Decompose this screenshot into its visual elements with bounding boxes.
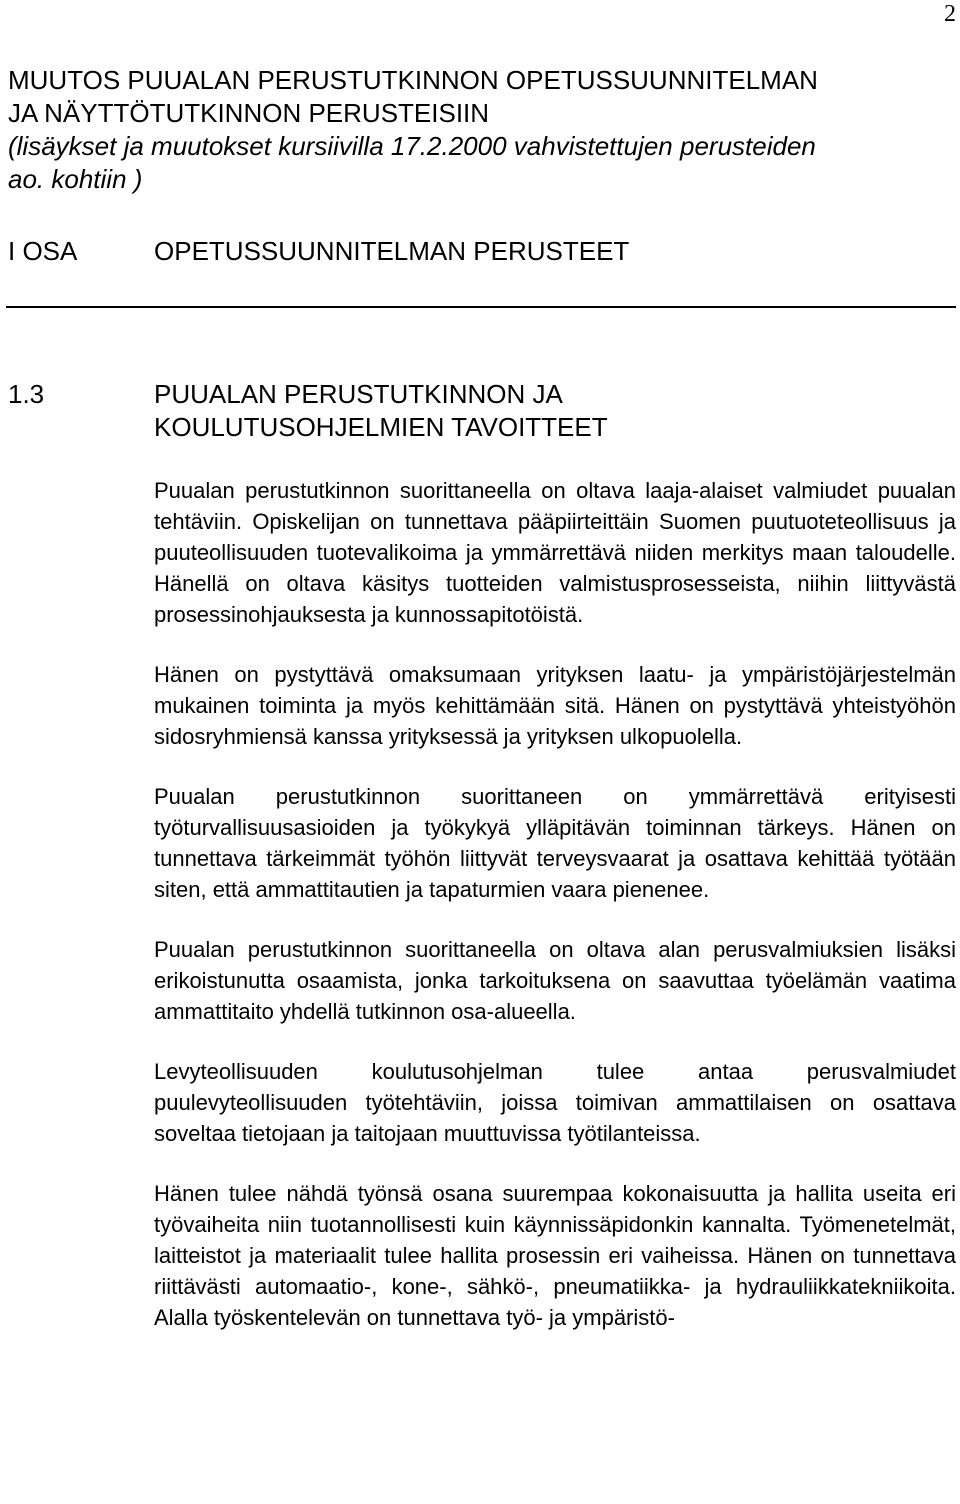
part-title: OPETUSSUUNNITELMAN PERUSTEET [154, 236, 630, 266]
body-text [154, 475, 956, 1333]
paragraph: Hänen on pystyttävä omaksumaan yrityksen laatu- ja ympäristöjärjestelmän mukainen toiminta ja myös kehittämään sitä. Hänen on pystyttävä yhteistyöhön sidosryhmiensä kanssa yrityksessä ja yrityksen ulkopuolella. [154, 662, 956, 749]
section-title-line-1: PUUALAN PERUSTUTKINNON JA [154, 379, 563, 409]
paragraph: Puualan perustutkinnon suorittaneen on ymmärrettävä erityisesti työturvallisuusasioiden ja työkykyä ylläpitävän toiminnan tärkeys. Hänen on tunnettava tärkeimmät työhön liittyvät terveysvaarat ja osattava kehittää työtään siten, että ammattitautien ja tapaturmien vaara pienenee. [154, 784, 956, 902]
paragraph: Puualan perustutkinnon suorittaneella on oltava alan perusvalmiuksien lisäksi erikoistunutta osaamista, jonka tarkoituksena on saavuttaa työelämän vaatima ammattitaito yhdellä tutkinnon osa-alueella. [154, 937, 956, 1024]
document-title [8, 64, 948, 196]
title-line-2: JA NÄYTTÖTUTKINNON PERUSTEISIIN [8, 98, 490, 128]
paragraph: Puualan perustutkinnon suorittaneella on oltava laaja-alaiset valmiudet puualan tehtäviin. Opiskelijan on tunnettava pääpiirteittäin Suomen puutuoteteollisuus ja puuteollisuuden tuotevalikoima ja ymmärrettävä niiden merkitys maan taloudelle. Hänellä on oltava käsitys tuotteiden valmistusprosesseista, niihin liittyvästä prosessinohjauksesta ja kunnossapitotöistä. [154, 478, 956, 627]
paragraph: Levyteollisuuden koulutusohjelman tulee antaa perusvalmiudet puulevyteollisuuden työtehtäviin, joissa toimivan ammattilaisen on osattava soveltaa tietojaan ja taitojaan muuttuvissa työtilanteissa. [154, 1059, 956, 1146]
title-note-line-2: ao. kohtiin ) [8, 164, 143, 194]
section-title [154, 378, 608, 444]
part-heading [8, 235, 630, 268]
section-number: 1.3 [8, 379, 45, 409]
paragraph: Hänen tulee nähdä työnsä osana suurempaa kokonaisuutta ja hallita useita eri työvaiheita niin tuotannollisesti kuin käynnissäpidonkin kannalta. Työmenetelmät, laitteistot ja materiaalit tulee hallita prosessin eri vaiheissa. Hänen on tunnettava riittävästi automaatio-, kone-, sähkö-, pneumatiikka- ja hydrauliikkatekniikoita. Alalla työskentelevän on tunnettava työ- ja ympäristö- [154, 1181, 956, 1330]
page-number: 2 [944, 1, 956, 27]
section-title-line-2: KOULUTUSOHJELMIEN TAVOITTEET [154, 412, 608, 442]
horizontal-divider [6, 306, 956, 308]
part-label: I OSA [8, 236, 78, 266]
section-heading [8, 378, 608, 442]
title-line-1: MUUTOS PUUALAN PERUSTUTKINNON OPETUSSUUNNITELMAN [8, 65, 818, 95]
title-note-line-1: (lisäykset ja muutokset kursiivilla 17.2.2000 vahvistettujen perusteiden [8, 131, 816, 161]
